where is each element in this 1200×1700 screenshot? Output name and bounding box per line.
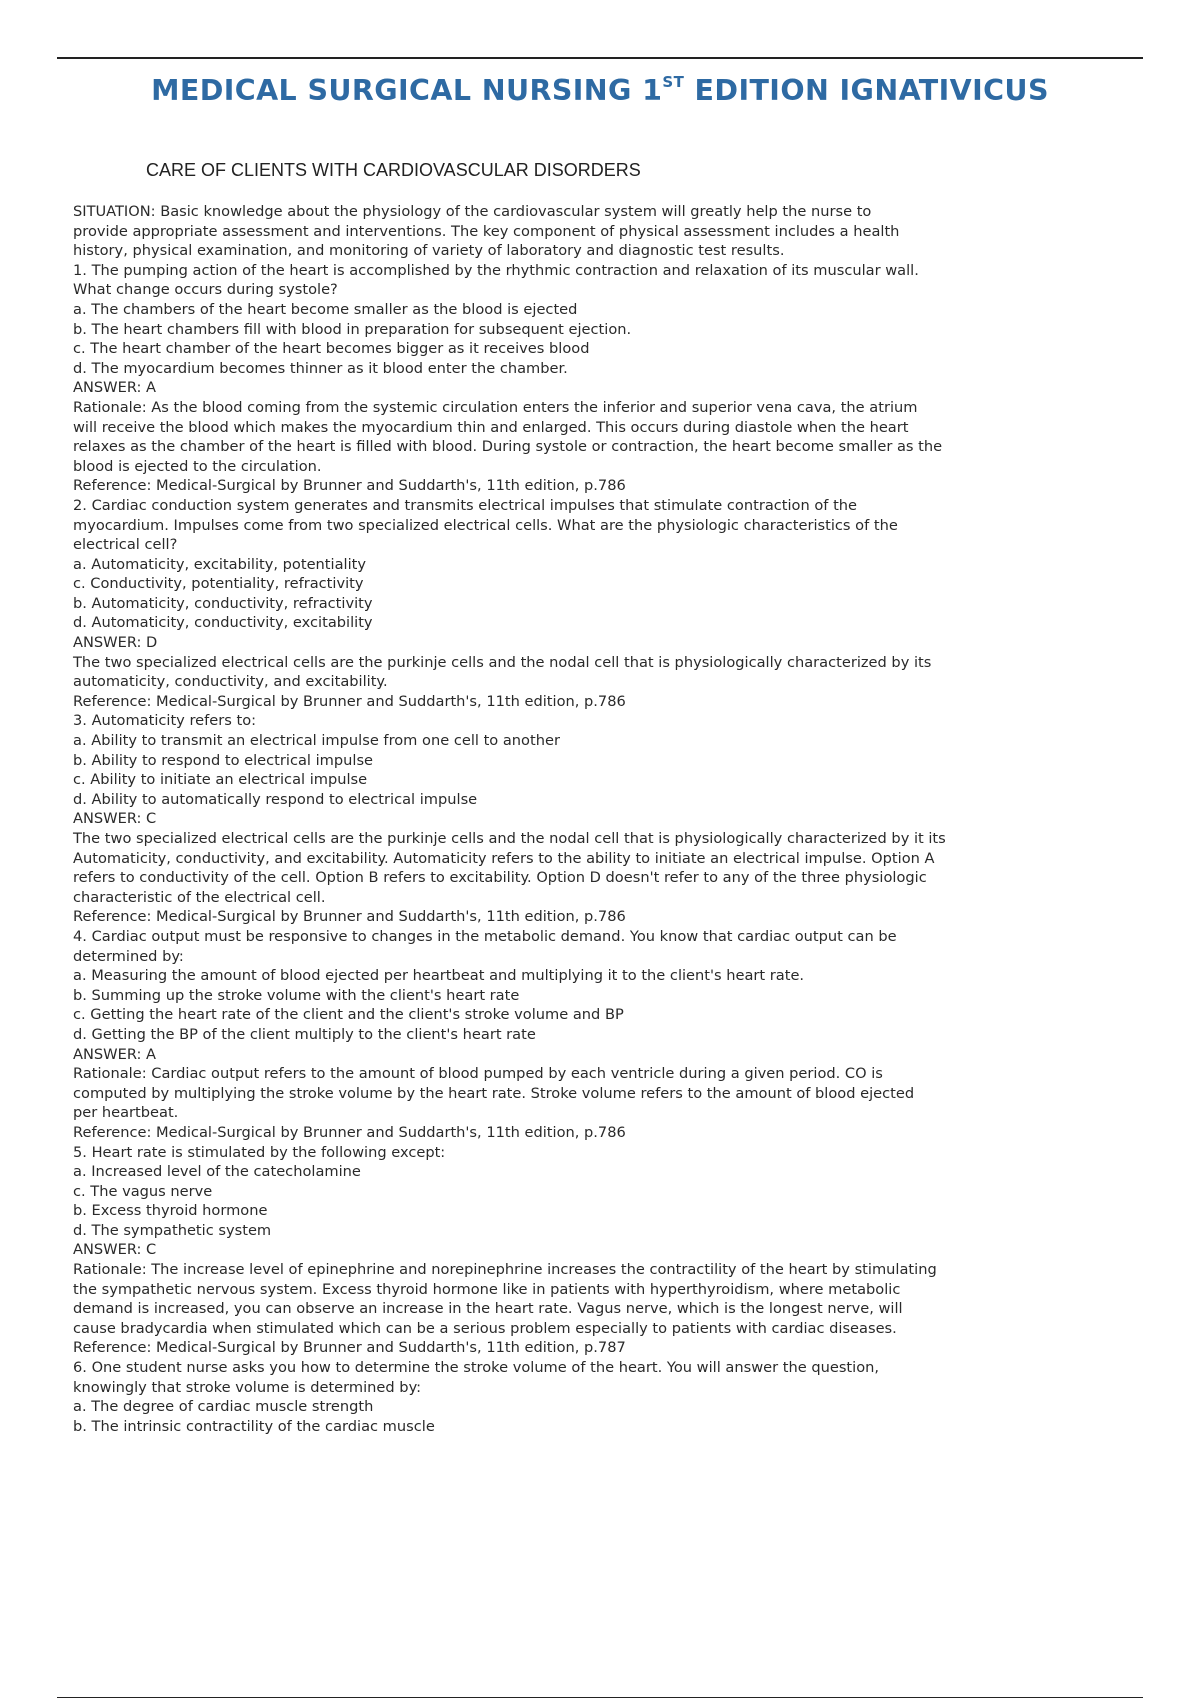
body-line: relaxes as the chamber of the heart is filled with blood. During systole or contraction, the heart become smaller as the [73, 438, 943, 456]
body-line: provide appropriate assessment and interventions. The key component of physical assessment includes a health [73, 222, 900, 240]
body-line: automaticity, conductivity, and excitability. [73, 673, 388, 691]
body-line: Reference: Medical-Surgical by Brunner and Suddarth's, 11th edition, p.786 [73, 477, 626, 495]
document-body [73, 202, 1063, 1436]
title-rest: EDITION IGNATIVICUS [684, 74, 1049, 107]
body-line: The two specialized electrical cells are the purkinje cells and the nodal cell that is physiologically characterized by its [73, 653, 932, 671]
body-line: b. Excess thyroid hormone [73, 1202, 268, 1220]
body-line: d. Ability to automatically respond to electrical impulse [73, 790, 478, 808]
body-line: c. The vagus nerve [73, 1182, 213, 1200]
body-line: Reference: Medical-Surgical by Brunner and Suddarth's, 11th edition, p.787 [73, 1339, 626, 1357]
section-subtitle: CARE OF CLIENTS WITH CARDIOVASCULAR DISORDERS [146, 160, 641, 180]
body-line: knowingly that stroke volume is determined by: [73, 1378, 422, 1396]
body-line: The two specialized electrical cells are the purkinje cells and the nodal cell that is physiologically characterized by it its [73, 830, 946, 847]
body-line: Automaticity, conductivity, and excitability. Automaticity refers to the ability to initiate an electrical impulse. Option A [73, 849, 935, 867]
body-line: ANSWER: D [73, 634, 158, 652]
body-line: b. Summing up the stroke volume with the client's heart rate [73, 986, 520, 1004]
body-line: b. Ability to respond to electrical impulse [73, 751, 374, 769]
bottom-rule [57, 1697, 1143, 1698]
body-line: Reference: Medical-Surgical by Brunner and Suddarth's, 11th edition, p.786 [73, 908, 626, 926]
body-line: characteristic of the electrical cell. [73, 888, 326, 906]
body-line: 1. The pumping action of the heart is accomplished by the rhythmic contraction and relaxation of its muscular wall. [73, 261, 919, 279]
body-line: myocardium. Impulses come from two specialized electrical cells. What are the physiologic characteristics of the [73, 516, 898, 534]
body-line: 6. One student nurse asks you how to determine the stroke volume of the heart. You will answer the question, [73, 1359, 880, 1377]
body-line: ANSWER: C [73, 810, 157, 828]
body-line: history, physical examination, and monitoring of variety of laboratory and diagnostic test results. [73, 242, 785, 260]
body-line: a. Ability to transmit an electrical impulse from one cell to another [73, 732, 560, 750]
body-line: will receive the blood which makes the myocardium thin and enlarged. This occurs during diastole when the heart [73, 418, 909, 436]
body-line: 5. Heart rate is stimulated by the following except: [73, 1143, 446, 1161]
body-line: 3. Automaticity refers to: [73, 712, 257, 730]
body-line: d. The sympathetic system [73, 1221, 272, 1239]
body-line: ANSWER: C [73, 1241, 157, 1259]
body-line: b. The intrinsic contractility of the cardiac muscle [73, 1417, 435, 1435]
body-line: Reference: Medical-Surgical by Brunner and Suddarth's, 11th edition, p.786 [73, 1123, 626, 1141]
body-line: a. Measuring the amount of blood ejected per heartbeat and multiplying it to the client's heart rate. [73, 967, 805, 985]
body-line: Rationale: As the blood coming from the systemic circulation enters the inferior and superior vena cava, the atrium [73, 398, 918, 416]
body-line: d. Getting the BP of the client multiply to the client's heart rate [73, 1025, 536, 1043]
body-line: b. Automaticity, conductivity, refractivity [73, 594, 373, 612]
body-line: cause bradycardia when stimulated which can be a serious problem especially to patients with cardiac diseases. [73, 1319, 897, 1337]
body-line: demand is increased, you can observe an increase in the heart rate. Vagus nerve, which is the longest nerve, will [73, 1300, 903, 1318]
body-line: d. Automaticity, conductivity, excitability [73, 614, 373, 632]
body-line: c. Conductivity, potentiality, refractivity [73, 575, 364, 593]
body-line: c. Ability to initiate an electrical impulse [73, 771, 368, 789]
body-line: the sympathetic nervous system. Excess thyroid hormone like in patients with hyperthyroidism, where metabolic [73, 1280, 901, 1298]
body-line: refers to conductivity of the cell. Option B refers to excitability. Option D doesn't refer to any of the three physiologic [73, 869, 927, 887]
body-line: blood is ejected to the circulation. [73, 457, 322, 475]
body-line: ANSWER: A [73, 379, 157, 397]
document-title [0, 74, 1200, 107]
title-main: MEDICAL SURGICAL NURSING 1 [151, 74, 663, 107]
body-line: ANSWER: A [73, 1045, 157, 1063]
body-line: Rationale: The increase level of epinephrine and norepinephrine increases the contractility of the heart by stimulating [73, 1261, 937, 1279]
body-line: a. The chambers of the heart become smaller as the blood is ejected [73, 300, 578, 318]
body-line: a. Increased level of the catecholamine [73, 1163, 361, 1181]
body-line: 2. Cardiac conduction system generates and transmits electrical impulses that stimulate contraction of the [73, 496, 858, 514]
body-line: c. Getting the heart rate of the client and the client's stroke volume and BP [73, 1006, 624, 1024]
body-line: 4. Cardiac output must be responsive to changes in the metabolic demand. You know that cardiac output can be [73, 927, 897, 945]
body-line: determined by: [73, 947, 184, 965]
body-line: Reference: Medical-Surgical by Brunner and Suddarth's, 11th edition, p.786 [73, 692, 626, 710]
body-line: b. The heart chambers fill with blood in preparation for subsequent ejection. [73, 320, 632, 338]
body-line: Rationale: Cardiac output refers to the amount of blood pumped by each ventricle during a given period. CO is [73, 1065, 883, 1083]
body-line: SITUATION: Basic knowledge about the physiology of the cardiovascular system will greatly help the nurse to [73, 203, 872, 220]
body-line: computed by multiplying the stroke volume by the heart rate. Stroke volume refers to the amount of blood ejected [73, 1084, 915, 1102]
body-line: d. The myocardium becomes thinner as it blood enter the chamber. [73, 359, 568, 377]
body-line: a. Automaticity, excitability, potentiality [73, 555, 366, 573]
body-line: c. The heart chamber of the heart becomes bigger as it receives blood [73, 340, 590, 358]
body-line: What change occurs during systole? [73, 281, 338, 299]
body-line: electrical cell? [73, 536, 178, 554]
title-superscript: ST [662, 73, 685, 91]
top-rule [57, 57, 1143, 59]
body-line: a. The degree of cardiac muscle strength [73, 1398, 374, 1416]
body-line: per heartbeat. [73, 1104, 179, 1122]
